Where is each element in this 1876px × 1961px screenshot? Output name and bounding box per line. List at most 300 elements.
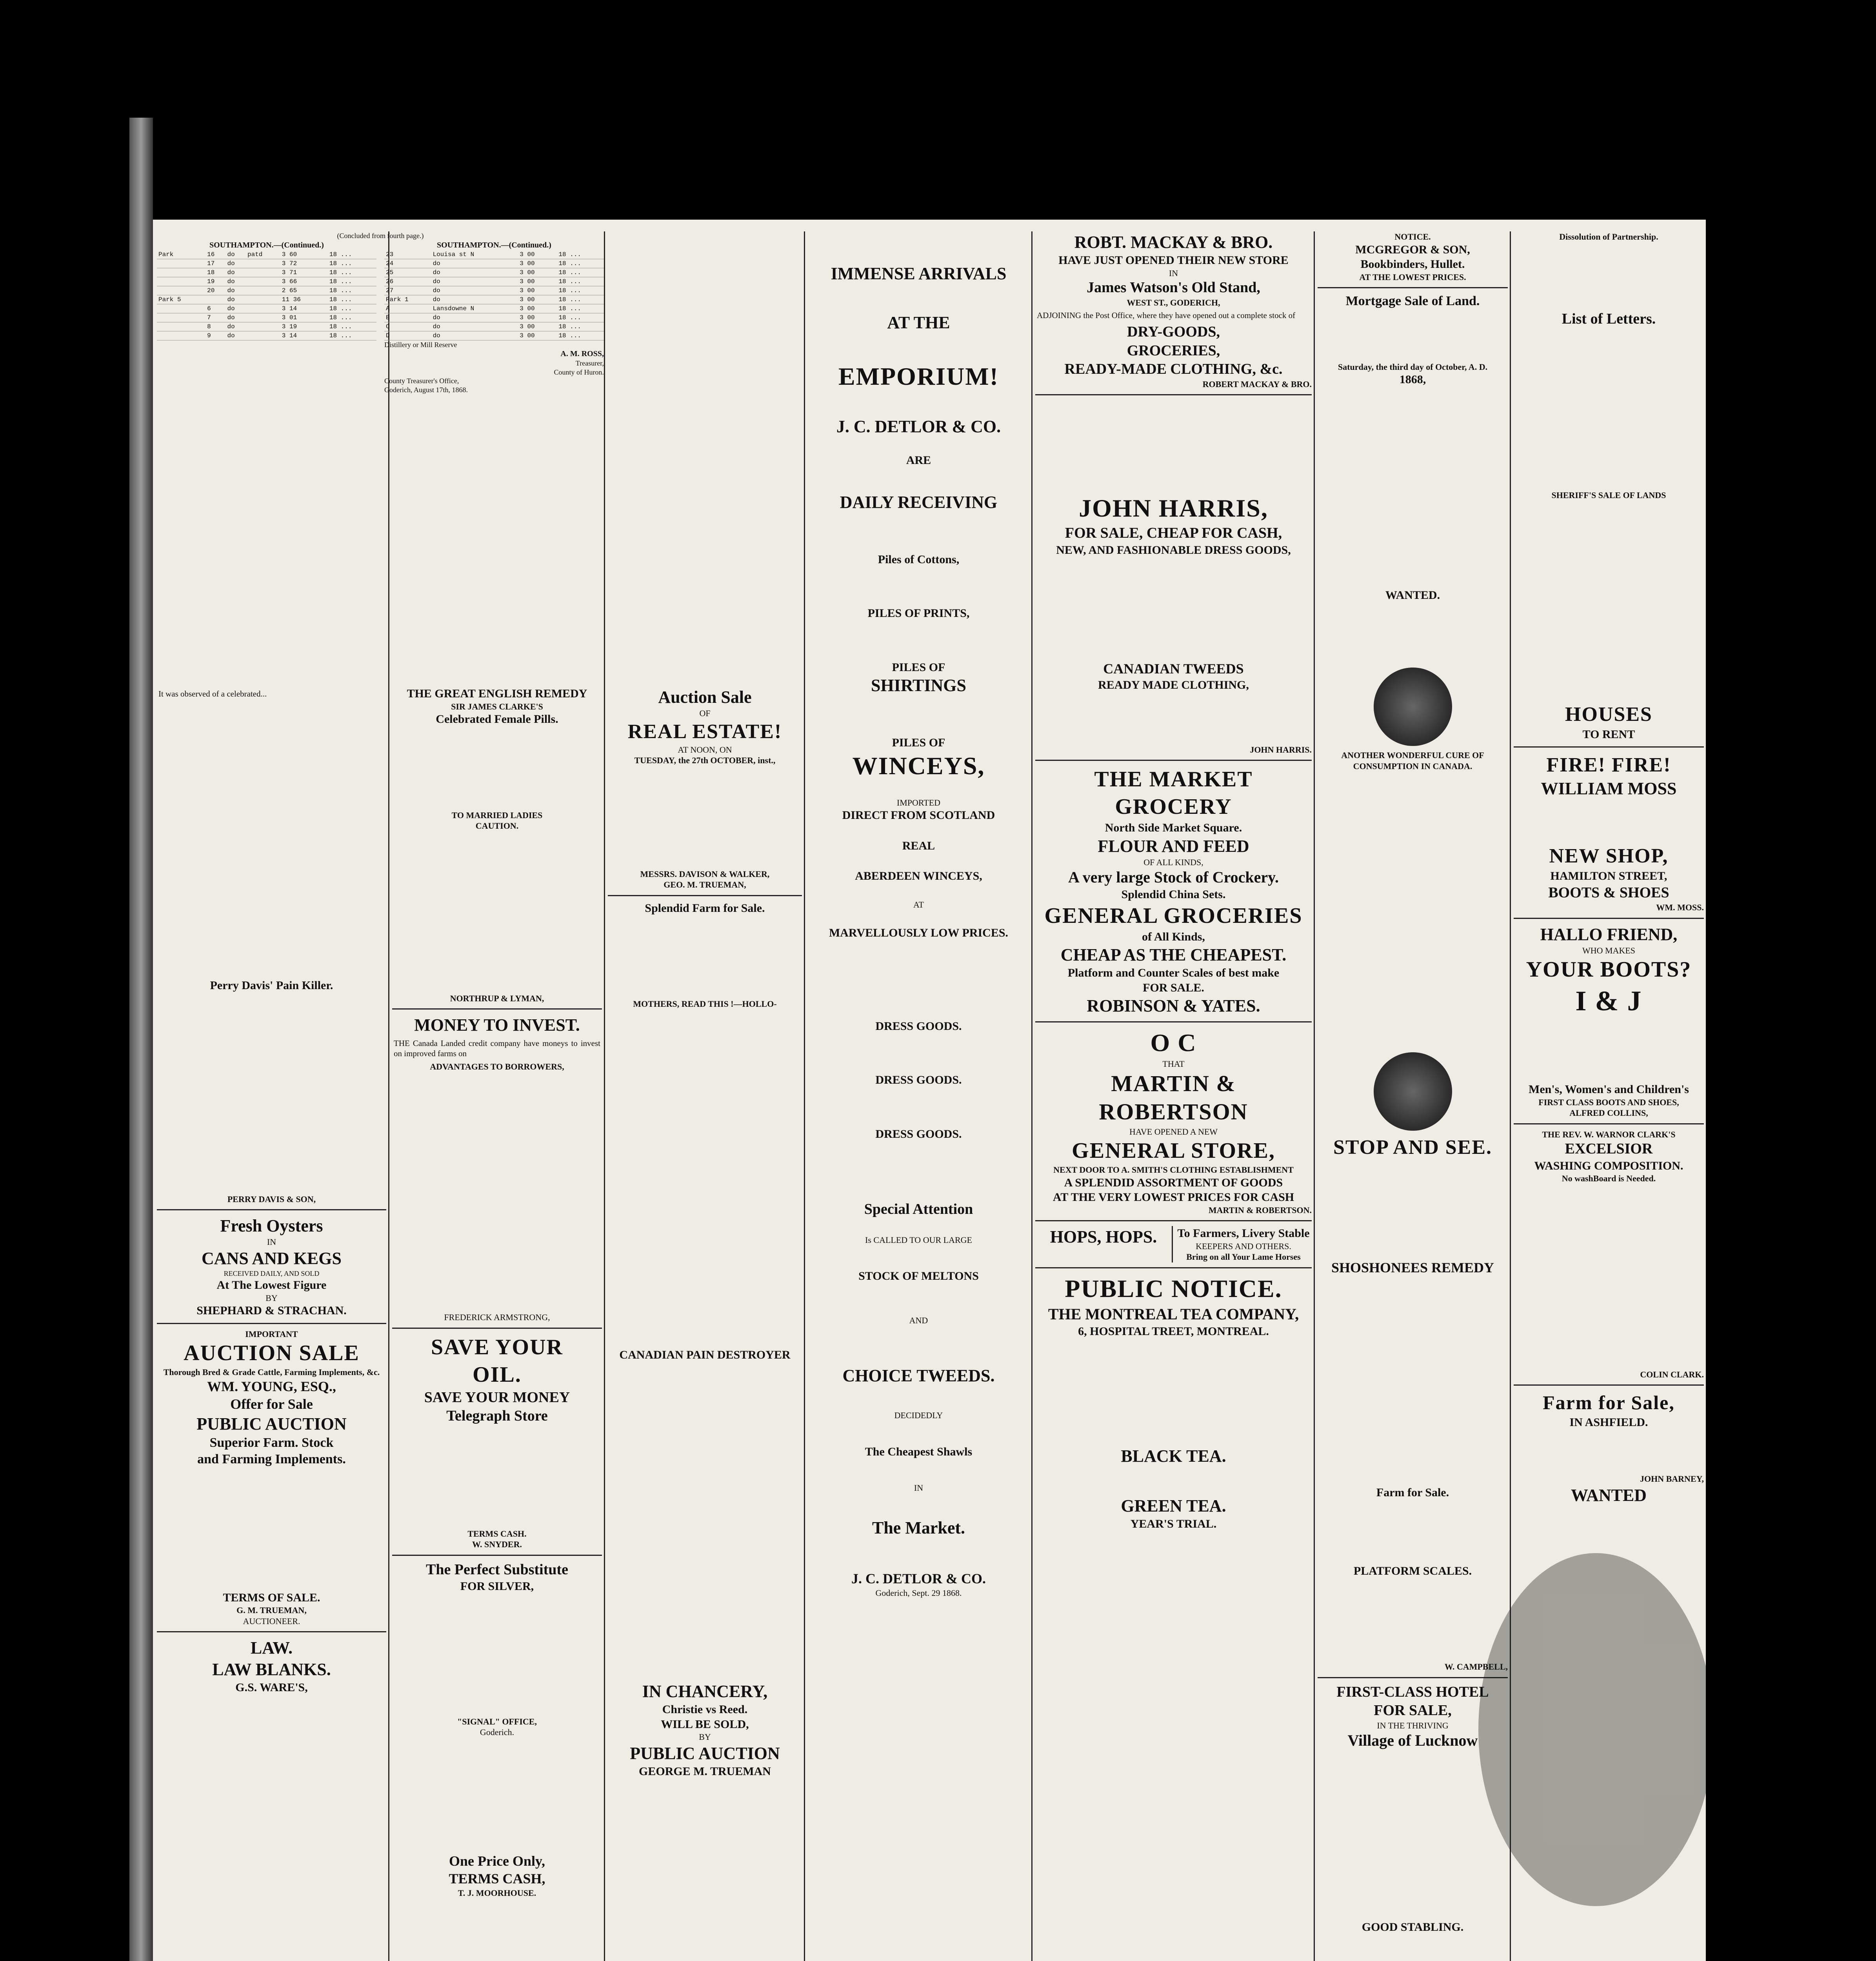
washing-body: [1515, 1186, 1702, 1367]
table-cell: [322, 277, 328, 286]
year: 1868,: [1399, 373, 1426, 386]
save-your: SAVE YOUR: [431, 1335, 563, 1359]
campbell: W. CAMPBELL,: [1444, 1662, 1508, 1672]
table-cell: patd: [246, 250, 280, 259]
oysters-figure: At The Lowest Figure: [216, 1279, 327, 1292]
table-cell: 3 00: [518, 250, 551, 259]
table-cell: 3 14: [280, 331, 322, 340]
column-5: [1035, 231, 1312, 1961]
table-cell: 18 ...: [328, 304, 376, 313]
farm-for-sale: Farm for Sale.: [1376, 1486, 1449, 1499]
superior-farm: Superior Farm. Stock: [209, 1435, 334, 1450]
table-cell: [246, 322, 280, 331]
newspaper-page: [153, 220, 1706, 1961]
column-rule: [604, 231, 605, 1961]
table-cell: 20: [205, 286, 225, 295]
real-estate: REAL ESTATE!: [627, 720, 782, 743]
ready-made: READY-MADE CLOTHING, &c.: [1064, 361, 1283, 378]
adjoining: ADJOINING the Post Office, where they have opened out a complete stock of: [1037, 311, 1296, 320]
oysters-received: RECEIVED DAILY, AND SOLD: [224, 1269, 320, 1277]
table-cell: 16: [205, 250, 225, 259]
table-cell: [513, 313, 518, 322]
table-cell: 11 36: [280, 295, 322, 304]
will-be-sold: WILL BE SOLD,: [661, 1717, 749, 1731]
table-cell: 3 00: [518, 295, 551, 304]
table-cell: do: [431, 259, 513, 268]
table-cell: do: [431, 331, 513, 340]
land-table-right: [384, 250, 604, 340]
pills-body: [394, 729, 600, 808]
in-chancery: IN CHANCERY,: [642, 1682, 768, 1701]
in: IN: [1169, 268, 1178, 278]
treasurer-county: County of Huron.: [554, 368, 604, 376]
table-cell: 18 ...: [557, 295, 604, 304]
lowest-prices-6: AT THE LOWEST PRICES.: [1359, 272, 1466, 282]
table-cell: C: [384, 322, 431, 331]
binding-fold: [129, 118, 153, 1961]
martin-sign: MARTIN & ROBERTSON.: [1208, 1205, 1312, 1215]
table-cell: [551, 250, 557, 259]
ready-made-2: READY MADE CLOTHING,: [1098, 679, 1249, 692]
table-cell: 3 00: [518, 268, 551, 277]
scales: Platform and Counter Scales of best make: [1067, 966, 1280, 980]
table-cell: [551, 259, 557, 268]
table-row: [384, 331, 604, 340]
called-to: Is CALLED TO OUR LARGE: [865, 1235, 972, 1245]
treasurer-signature: A. M. ROSS,: [560, 349, 604, 358]
table-cell: 8: [205, 322, 225, 331]
john-harris-sign: JOHN HARRIS.: [1250, 744, 1312, 755]
table-cell: Park 1: [384, 295, 431, 304]
fire: FIRE! FIRE!: [1546, 754, 1671, 776]
lucknow: Village of Lucknow: [1347, 1732, 1478, 1749]
mortgage-sale: Mortgage Sale of Land.: [1345, 294, 1480, 308]
answer-letters: I & J: [1575, 985, 1642, 1017]
shoshonees-body: [1319, 1279, 1506, 1483]
table-cell: 6: [205, 304, 225, 313]
terms-cash-2: TERMS CASH,: [449, 1870, 545, 1886]
first-class-boots: FIRST CLASS BOOTS AND SHOES,: [1538, 1097, 1679, 1107]
table-cell: do: [226, 268, 246, 277]
table-cell: 18 ...: [557, 259, 604, 268]
table-cell: 18 ...: [328, 286, 376, 295]
estate-body: [609, 768, 800, 866]
table-cell: 3 19: [280, 322, 322, 331]
farm-body: [609, 918, 800, 996]
table-cell: 3 01: [280, 313, 322, 322]
occ: O C: [1150, 1029, 1197, 1057]
terms-cash: TERMS CASH.: [467, 1528, 527, 1539]
table-cell: 18 ...: [557, 277, 604, 286]
table-cell: [322, 250, 328, 259]
table-cell: do: [431, 322, 513, 331]
caution: CAUTION.: [475, 821, 519, 831]
opened-new: HAVE OPENED A NEW: [1129, 1126, 1218, 1137]
table-row: [157, 313, 376, 322]
table-cell: 17: [205, 259, 225, 268]
north-side: North Side Market Square.: [1105, 821, 1242, 835]
first-class-hotel: FIRST-CLASS HOTEL: [1336, 1683, 1489, 1700]
table-cell: [157, 268, 205, 277]
watson: James Watson's Old Stand,: [1087, 279, 1260, 296]
table-cell: A: [384, 304, 431, 313]
table-cell: [513, 286, 518, 295]
piles-of-2: PILES OF: [892, 736, 945, 749]
trueman-name: G. M. TRUEMAN,: [236, 1605, 307, 1615]
table-row: [157, 304, 376, 313]
table-cell: [157, 331, 205, 340]
of: OF: [699, 708, 711, 718]
table-cell: [513, 277, 518, 286]
table-row: [157, 322, 376, 331]
table-row: [384, 304, 604, 313]
table-cell: do: [226, 304, 246, 313]
table-cell: 18 ...: [557, 250, 604, 259]
table-cell: do: [226, 250, 246, 259]
for-sale: FOR SALE.: [1143, 981, 1204, 994]
table-cell: do: [431, 268, 513, 277]
daily-receiving: DAILY RECEIVING: [840, 492, 998, 512]
table-cell: 9: [205, 331, 225, 340]
sir-james: SIR JAMES CLARKE'S: [451, 701, 543, 711]
splendid-farm: Splendid Farm for Sale.: [645, 901, 765, 915]
table-row: [384, 277, 604, 286]
table-cell: [246, 277, 280, 286]
table-cell: 18 ...: [328, 268, 376, 277]
davison: MESSRS. DAVISON & WALKER,: [640, 869, 770, 879]
oysters-by: BY: [265, 1293, 278, 1303]
poem: [1037, 400, 1310, 490]
detlor: J. C. DETLOR & CO.: [836, 417, 1001, 436]
table-cell: [322, 331, 328, 340]
aberdeen: ABERDEEN WINCEYS,: [855, 870, 982, 882]
table-cell: 7: [205, 313, 225, 322]
black-tea: BLACK TEA.: [1121, 1446, 1226, 1466]
silver-body: [394, 1596, 600, 1714]
table-cell: [551, 304, 557, 313]
table-cell: [322, 304, 328, 313]
water-stain: [1478, 1553, 1706, 1906]
pain-body: [609, 1364, 800, 1678]
table-cell: [322, 295, 328, 304]
lame-horses: Bring on all Your Lame Horses: [1186, 1252, 1301, 1262]
table-cell: [246, 331, 280, 340]
for-silver: FOR SILVER,: [460, 1580, 534, 1593]
mothers-body: [609, 1012, 800, 1345]
table-cell: 3 14: [280, 304, 322, 313]
table-row: [157, 286, 376, 295]
table-cell: [157, 277, 205, 286]
table-cell: D: [384, 331, 431, 340]
table-cell: 3 71: [280, 268, 322, 277]
crockery: A very large Stock of Crockery.: [1068, 868, 1279, 886]
remedy-heading: THE GREAT ENGLISH REMEDY: [407, 687, 587, 700]
prints: PILES OF PRINTS,: [867, 607, 970, 620]
mackay-sign: ROBERT MACKAY & BRO.: [1202, 379, 1312, 389]
perry-davis-heading: Perry Davis' Pain Killer.: [210, 979, 333, 992]
table-cell: [513, 322, 518, 331]
table-cell: [205, 295, 225, 304]
special-attention: Special Attention: [864, 1201, 973, 1217]
table-cell: Louisa st N: [431, 250, 513, 259]
mackay-heading: ROBT. MACKAY & BRO.: [1074, 233, 1273, 252]
table-cell: [513, 250, 518, 259]
table-cell: [322, 286, 328, 295]
table-cell: [513, 259, 518, 268]
signal-office: "SIGNAL" OFFICE,: [457, 1716, 537, 1726]
hotel-body: [1319, 1753, 1506, 1917]
and: AND: [909, 1315, 928, 1325]
table-row: [384, 259, 604, 268]
table-cell: 3 00: [518, 259, 551, 268]
table-cell: [246, 268, 280, 277]
table-cell: 3 00: [518, 277, 551, 286]
table-cell: do: [226, 286, 246, 295]
at: AT: [913, 899, 924, 910]
detlor-2: J. C. DETLOR & CO.: [851, 1570, 986, 1586]
bookbinders: Bookbinders, Hullet.: [1360, 258, 1465, 271]
save-money: SAVE YOUR MONEY: [424, 1389, 570, 1406]
stop-body: [1319, 1162, 1506, 1257]
trueman: GEO. M. TRUEMAN,: [664, 880, 746, 890]
table-cell: [246, 259, 280, 268]
lowest-prices: AT THE VERY LOWEST PRICES FOR CASH: [1053, 1191, 1294, 1204]
armstrong: FREDERICK ARMSTRONG,: [444, 1312, 550, 1322]
green-tea: GREEN TEA.: [1121, 1496, 1226, 1516]
column-3: [608, 686, 802, 1961]
table-cell: [551, 295, 557, 304]
treasurer-date: Goderich, August 17th, 1868.: [384, 386, 468, 394]
marvellous: MARVELLOUSLY LOW PRICES.: [829, 926, 1009, 939]
moss-sign: WM. MOSS.: [1656, 902, 1704, 912]
consumption-cure: ANOTHER WONDERFUL CURE OF CONSUMPTION IN CANADA.: [1341, 750, 1484, 771]
table-row: [384, 268, 604, 277]
table-cell: do: [431, 286, 513, 295]
montreal-tea: THE MONTREAL TEA COMPANY,: [1048, 1305, 1299, 1323]
table-cell: 3 00: [518, 322, 551, 331]
canadian-pain: CANADIAN PAIN DESTROYER: [619, 1348, 791, 1361]
christie: Christie vs Reed.: [662, 1703, 748, 1716]
woodcut-portrait-icon: [1374, 1052, 1452, 1131]
reserve-line: Distillery or Mill Reserve: [384, 340, 457, 349]
table-cell: [157, 322, 205, 331]
table-cell: 26: [384, 277, 431, 286]
advantages: ADVANTAGES TO BORROWERS,: [430, 1061, 564, 1071]
public-auction-3: PUBLIC AUCTION: [630, 1743, 780, 1763]
table-cell: [157, 313, 205, 322]
good-stabling: GOOD STABLING.: [1362, 1921, 1464, 1934]
auction-body: [158, 1470, 385, 1588]
years-trial: YEAR'S TRIAL.: [1130, 1517, 1217, 1531]
hops: HOPS, HOPS.: [1050, 1227, 1157, 1247]
harris-list: [1037, 560, 1310, 658]
direct: DIRECT FROM SCOTLAND: [842, 809, 995, 822]
table-cell: do: [226, 259, 246, 268]
emporium: EMPORIUM!: [838, 362, 999, 390]
dress-goods-1: DRESS GOODS.: [875, 1019, 962, 1033]
no-washboard: No washBoard is Needed.: [1562, 1173, 1656, 1183]
continued-note: (Concluded from fourth page.): [337, 232, 424, 240]
table-cell: 24: [384, 259, 431, 268]
choice-tweeds: CHOICE TWEEDS.: [842, 1366, 995, 1385]
money-body: [394, 1074, 600, 1310]
goderich: Goderich.: [480, 1727, 514, 1737]
table-cell: 3 66: [280, 277, 322, 286]
auction-sale: Auction Sale: [658, 688, 752, 707]
table-cell: 25: [384, 268, 431, 277]
table-cell: [513, 304, 518, 313]
table-row: [384, 322, 604, 331]
immense-arrivals: IMMENSE ARRIVALS: [831, 264, 1007, 283]
table-cell: do: [431, 295, 513, 304]
perry-davis-body: [158, 995, 385, 1192]
table-row: [157, 277, 376, 286]
wanted-7: WANTED: [1571, 1485, 1647, 1505]
are: ARE: [906, 454, 931, 467]
table-cell: 3 00: [518, 304, 551, 313]
notice: NOTICE.: [1394, 232, 1431, 242]
public-notice: PUBLIC NOTICE.: [1065, 1274, 1282, 1302]
table-cell: [157, 259, 205, 268]
table-cell: 18: [205, 268, 225, 277]
table-cell: 2 65: [280, 286, 322, 295]
table-cell: 18 ...: [328, 322, 376, 331]
perry-davis-sign: PERRY DAVIS & SON,: [227, 1194, 316, 1204]
sheriffs-body: [1515, 503, 1702, 699]
table-cell: 3 00: [518, 286, 551, 295]
at-noon: AT NOON, ON: [678, 744, 732, 755]
auction-of: Thorough Bred & Grade Cattle, Farming Implements, &c.: [163, 1367, 380, 1377]
table-cell: do: [431, 277, 513, 286]
mortgage-body-2: [1319, 389, 1506, 586]
to-rent: TO RENT: [1582, 728, 1635, 741]
real: REAL: [902, 839, 935, 852]
table-cell: 18 ...: [328, 331, 376, 340]
column-rule: [804, 231, 805, 1961]
table-cell: [322, 322, 328, 331]
table-cell: do: [226, 295, 246, 304]
china: Splendid China Sets.: [1121, 888, 1226, 901]
table-cell: 27: [384, 286, 431, 295]
law-blanks: LAW BLANKS.: [212, 1660, 331, 1679]
table-cell: [551, 268, 557, 277]
article-body: [158, 701, 385, 976]
that: THAT: [1162, 1059, 1185, 1069]
table-cell: 18 ...: [557, 322, 604, 331]
article-text: It was observed of a celebrated...: [158, 689, 267, 699]
john-harris: JOHN HARRIS,: [1079, 494, 1268, 522]
one-price: One Price Only,: [449, 1853, 545, 1869]
wanted-body: [1319, 605, 1506, 664]
just-opened: HAVE JUST OPENED THEIR NEW STORE: [1058, 254, 1289, 267]
table-cell: 18 ...: [328, 259, 376, 268]
by: BY: [699, 1732, 711, 1742]
oysters-cans: CANS AND KEGS: [202, 1248, 342, 1268]
tea-body: [1037, 1341, 1310, 1443]
table-cell: Park 5: [157, 295, 205, 304]
flour-feed: FLOUR AND FEED: [1098, 836, 1249, 856]
hamilton-street: HAMILTON STREET,: [1550, 870, 1667, 882]
table-cell: [322, 313, 328, 322]
table-cell: Lansdowne N: [431, 304, 513, 313]
decidedly: DECIDEDLY: [894, 1410, 943, 1420]
who-makes: WHO MAKES: [1582, 945, 1636, 955]
market-grocery: THE MARKET GROCERY: [1094, 767, 1253, 819]
column-6: [1318, 231, 1508, 1961]
township-heading: SOUTHAMPTON.—(Continued.): [437, 240, 551, 249]
all-kinds: OF ALL KINDS,: [1143, 857, 1203, 867]
colin-clark: COLIN CLARK.: [1640, 1369, 1704, 1379]
general-store: GENERAL STORE,: [1072, 1139, 1275, 1163]
table-cell: 18 ...: [328, 313, 376, 322]
saturday: Saturday, the third day of October, A. D.: [1338, 362, 1488, 372]
farm-sale-body: [1319, 1503, 1506, 1561]
wanted: WANTED.: [1385, 588, 1440, 602]
the-market: The Market.: [872, 1518, 965, 1537]
table-cell: [513, 295, 518, 304]
cottons: Piles of Cottons,: [878, 553, 960, 566]
george-trueman: GEORGE M. TRUEMAN: [639, 1765, 771, 1778]
table-row: [384, 286, 604, 295]
table-row: [384, 250, 604, 259]
letters-body: [1515, 331, 1702, 488]
table-cell: [551, 277, 557, 286]
at-the: AT THE: [887, 313, 950, 332]
trueman-title: AUCTIONEER.: [243, 1616, 300, 1626]
column-1: [157, 686, 386, 1961]
table-cell: [322, 268, 328, 277]
in: IN: [914, 1483, 923, 1493]
treasurer-office: County Treasurer's Office,: [384, 377, 459, 385]
table-cell: [513, 268, 518, 277]
table-cell: 18 ...: [557, 313, 604, 322]
table-cell: 19: [205, 277, 225, 286]
table-cell: 3 60: [280, 250, 322, 259]
table-cell: 3 00: [518, 313, 551, 322]
robinson: ROBINSON & YATES.: [1087, 996, 1260, 1016]
scales-body: [1319, 1581, 1506, 1659]
column-rule: [1031, 231, 1033, 1961]
table-cell: [246, 313, 280, 322]
canadian-tweeds: CANADIAN TWEEDS: [1103, 661, 1244, 677]
houses: HOUSES: [1565, 703, 1652, 726]
table-cell: do: [431, 313, 513, 322]
ashfield-body: [1515, 1432, 1702, 1471]
stop-and-see: STOP AND SEE.: [1333, 1136, 1492, 1159]
for-sale-cheap: FOR SALE, CHEAP FOR CASH,: [1065, 525, 1282, 542]
general-groceries: GENERAL GROCERIES: [1044, 903, 1303, 928]
table-cell: B: [384, 313, 431, 322]
important-label: IMPORTANT: [245, 1329, 298, 1339]
shirtings: SHIRTINGS: [871, 676, 966, 695]
table-cell: 18 ...: [557, 331, 604, 340]
mcgregor: MCGREGOR & SON,: [1355, 243, 1470, 256]
caution-body: [394, 834, 600, 991]
auctioneer-name: WM. YOUNG, ESQ.,: [207, 1378, 336, 1394]
table-cell: 18 ...: [557, 304, 604, 313]
collins: ALFRED COLLINS,: [1569, 1108, 1648, 1118]
snyder: W. SNYDER.: [472, 1539, 522, 1549]
pills-heading: Celebrated Female Pills.: [436, 713, 558, 726]
in-ashfield: IN ASHFIELD.: [1569, 1415, 1648, 1429]
table-row: [157, 295, 376, 304]
warner-clark: THE REV. W. WARNOR CLARK'S: [1542, 1129, 1676, 1139]
table-cell: 23: [384, 250, 431, 259]
table-row: [384, 295, 604, 304]
table-cell: [551, 286, 557, 295]
harris-body: [1037, 695, 1310, 742]
farmers: To Farmers, Livery Stable: [1177, 1227, 1310, 1240]
